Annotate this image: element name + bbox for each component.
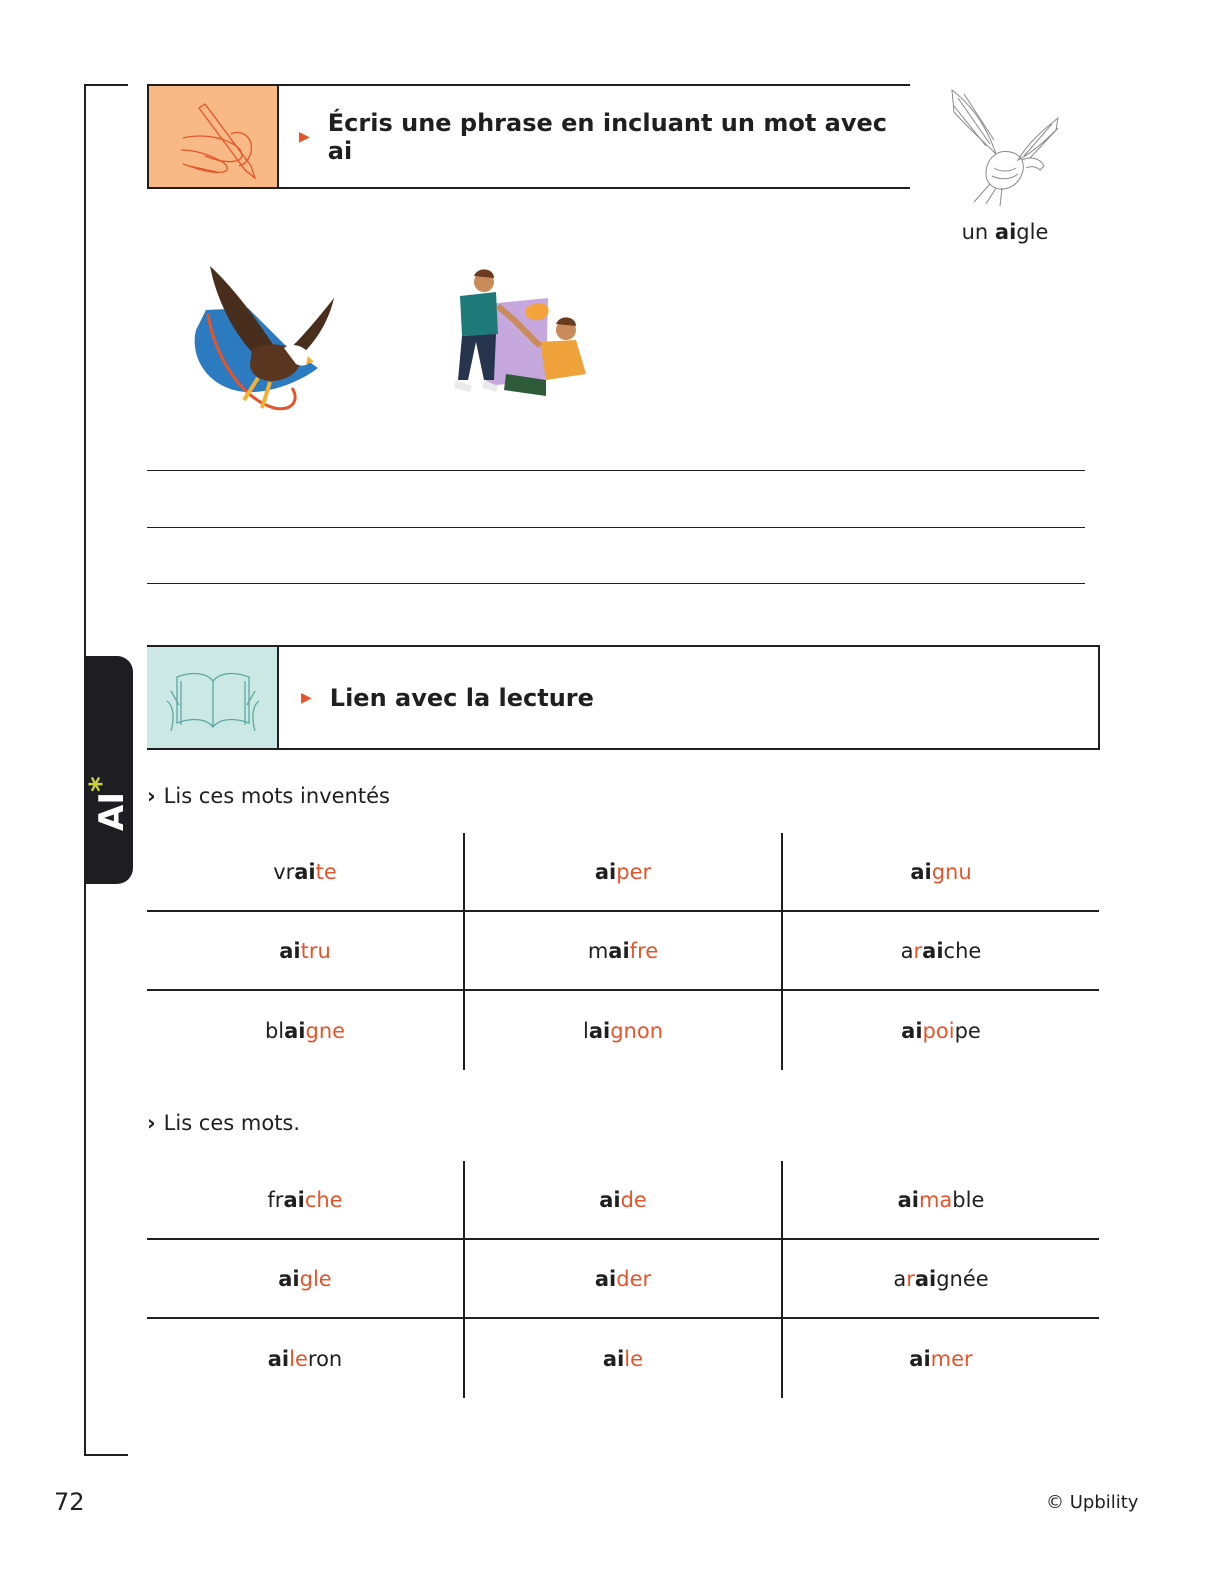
word-part: le xyxy=(289,1346,308,1371)
grid-row xyxy=(147,1240,1099,1319)
word-part: a xyxy=(893,1266,907,1291)
eagle-caption: un aigle xyxy=(961,220,1049,244)
writing-line[interactable] xyxy=(147,527,1085,528)
page-number: 72 xyxy=(54,1488,85,1516)
word-cell xyxy=(463,1240,781,1317)
word-part: che xyxy=(304,1187,343,1212)
real-words-instruction: › Lis ces mots. xyxy=(147,1111,301,1135)
word-part: ron xyxy=(307,1346,343,1371)
word-cell xyxy=(147,1240,463,1317)
word-part: l xyxy=(582,1018,589,1043)
writing-hand-icon xyxy=(147,86,279,187)
word-part: ai xyxy=(594,1266,617,1291)
writing-line[interactable] xyxy=(147,583,1085,584)
eagle-sketch-icon xyxy=(940,84,1070,209)
word-part: ai xyxy=(294,859,316,884)
grid-row xyxy=(147,1161,1099,1240)
word-cell xyxy=(781,1319,1099,1398)
word-cell xyxy=(781,912,1099,989)
word-part: a xyxy=(900,938,914,963)
star-icon: * xyxy=(83,776,119,793)
frame-bottom-tick xyxy=(84,1454,128,1456)
word-part: ai xyxy=(922,938,944,963)
word-cell xyxy=(781,1240,1099,1317)
copyright: © Upbility xyxy=(1046,1492,1139,1513)
grid-row xyxy=(147,991,1099,1070)
word-part: fre xyxy=(629,938,659,963)
word-part: ai xyxy=(910,859,932,884)
chevron-right-icon: › xyxy=(147,1111,156,1135)
word-cell xyxy=(147,1319,463,1398)
word-part: ble xyxy=(952,1187,985,1212)
eagle-illustration xyxy=(188,258,338,422)
side-tab-label: AI* xyxy=(83,776,133,831)
word-cell xyxy=(463,912,781,989)
word-part: ai xyxy=(901,1018,923,1043)
word-cell xyxy=(147,912,463,989)
word-part: ai xyxy=(279,938,301,963)
word-part: mer xyxy=(930,1346,973,1371)
word-part: gnée xyxy=(936,1266,989,1291)
word-part: ai xyxy=(897,1187,919,1212)
word-part: ai xyxy=(599,1187,621,1212)
word-part: gne xyxy=(305,1018,346,1043)
word-part: gnu xyxy=(931,859,972,884)
grid-row xyxy=(147,912,1099,991)
word-part: r xyxy=(913,938,923,963)
word-part: ma xyxy=(918,1187,953,1212)
word-cell xyxy=(147,991,463,1070)
word-part: ai xyxy=(909,1346,931,1371)
word-part: gle xyxy=(299,1266,332,1291)
word-part: gnon xyxy=(610,1018,664,1043)
grid-row xyxy=(147,1319,1099,1398)
word-part: poi xyxy=(922,1018,955,1043)
word-part: fr xyxy=(267,1187,284,1212)
writing-exercise-title xyxy=(299,86,910,187)
word-part: r xyxy=(906,1266,915,1291)
word-part: pe xyxy=(954,1018,981,1043)
word-cell xyxy=(463,1319,781,1398)
word-cell xyxy=(463,991,781,1070)
word-part: de xyxy=(620,1187,647,1212)
reading-exercise-title-text: Lien avec la lecture xyxy=(329,683,594,712)
reading-exercise-header xyxy=(147,645,1100,750)
word-part: ai xyxy=(267,1346,290,1371)
word-cell xyxy=(781,833,1099,910)
grid-row xyxy=(147,833,1099,912)
word-part: ai xyxy=(608,938,630,963)
word-part: le xyxy=(624,1346,644,1371)
invented-words-instruction: › Lis ces mots inventés xyxy=(147,784,390,808)
word-part: ai xyxy=(914,1266,937,1291)
word-cell xyxy=(463,1161,781,1238)
word-cell xyxy=(781,1161,1099,1238)
helping-friend-illustration xyxy=(446,262,596,416)
word-part: ai xyxy=(284,1018,306,1043)
side-tab xyxy=(84,656,133,884)
word-part: ai xyxy=(283,1187,305,1212)
word-part: che xyxy=(943,938,982,963)
frame-top-tick xyxy=(84,84,128,86)
word-part: te xyxy=(315,859,337,884)
word-part: ai xyxy=(602,1346,625,1371)
word-part: vr xyxy=(273,859,295,884)
invented-words-grid xyxy=(147,833,1099,1070)
eagle-reference xyxy=(940,84,1070,244)
play-arrow-icon: ▶ xyxy=(299,128,310,145)
word-part: ai xyxy=(278,1266,300,1291)
word-part: tru xyxy=(300,938,331,963)
word-cell xyxy=(781,991,1099,1070)
word-part: per xyxy=(616,859,652,884)
word-cell xyxy=(147,833,463,910)
word-part: m xyxy=(587,938,609,963)
reading-exercise-title xyxy=(301,647,594,748)
open-book-icon xyxy=(147,647,279,748)
word-part: der xyxy=(616,1266,652,1291)
writing-line[interactable] xyxy=(147,470,1085,471)
play-arrow-icon: ▶ xyxy=(301,689,312,706)
writing-exercise-title-text: Écris une phrase en incluant un mot avec ai xyxy=(327,108,887,165)
word-cell xyxy=(463,833,781,910)
word-cell xyxy=(147,1161,463,1238)
word-part: bl xyxy=(264,1018,285,1043)
real-words-grid xyxy=(147,1161,1099,1398)
word-part: ai xyxy=(588,1018,611,1043)
chevron-right-icon: › xyxy=(147,784,156,808)
writing-exercise-header xyxy=(147,84,910,189)
word-part: ai xyxy=(594,859,617,884)
